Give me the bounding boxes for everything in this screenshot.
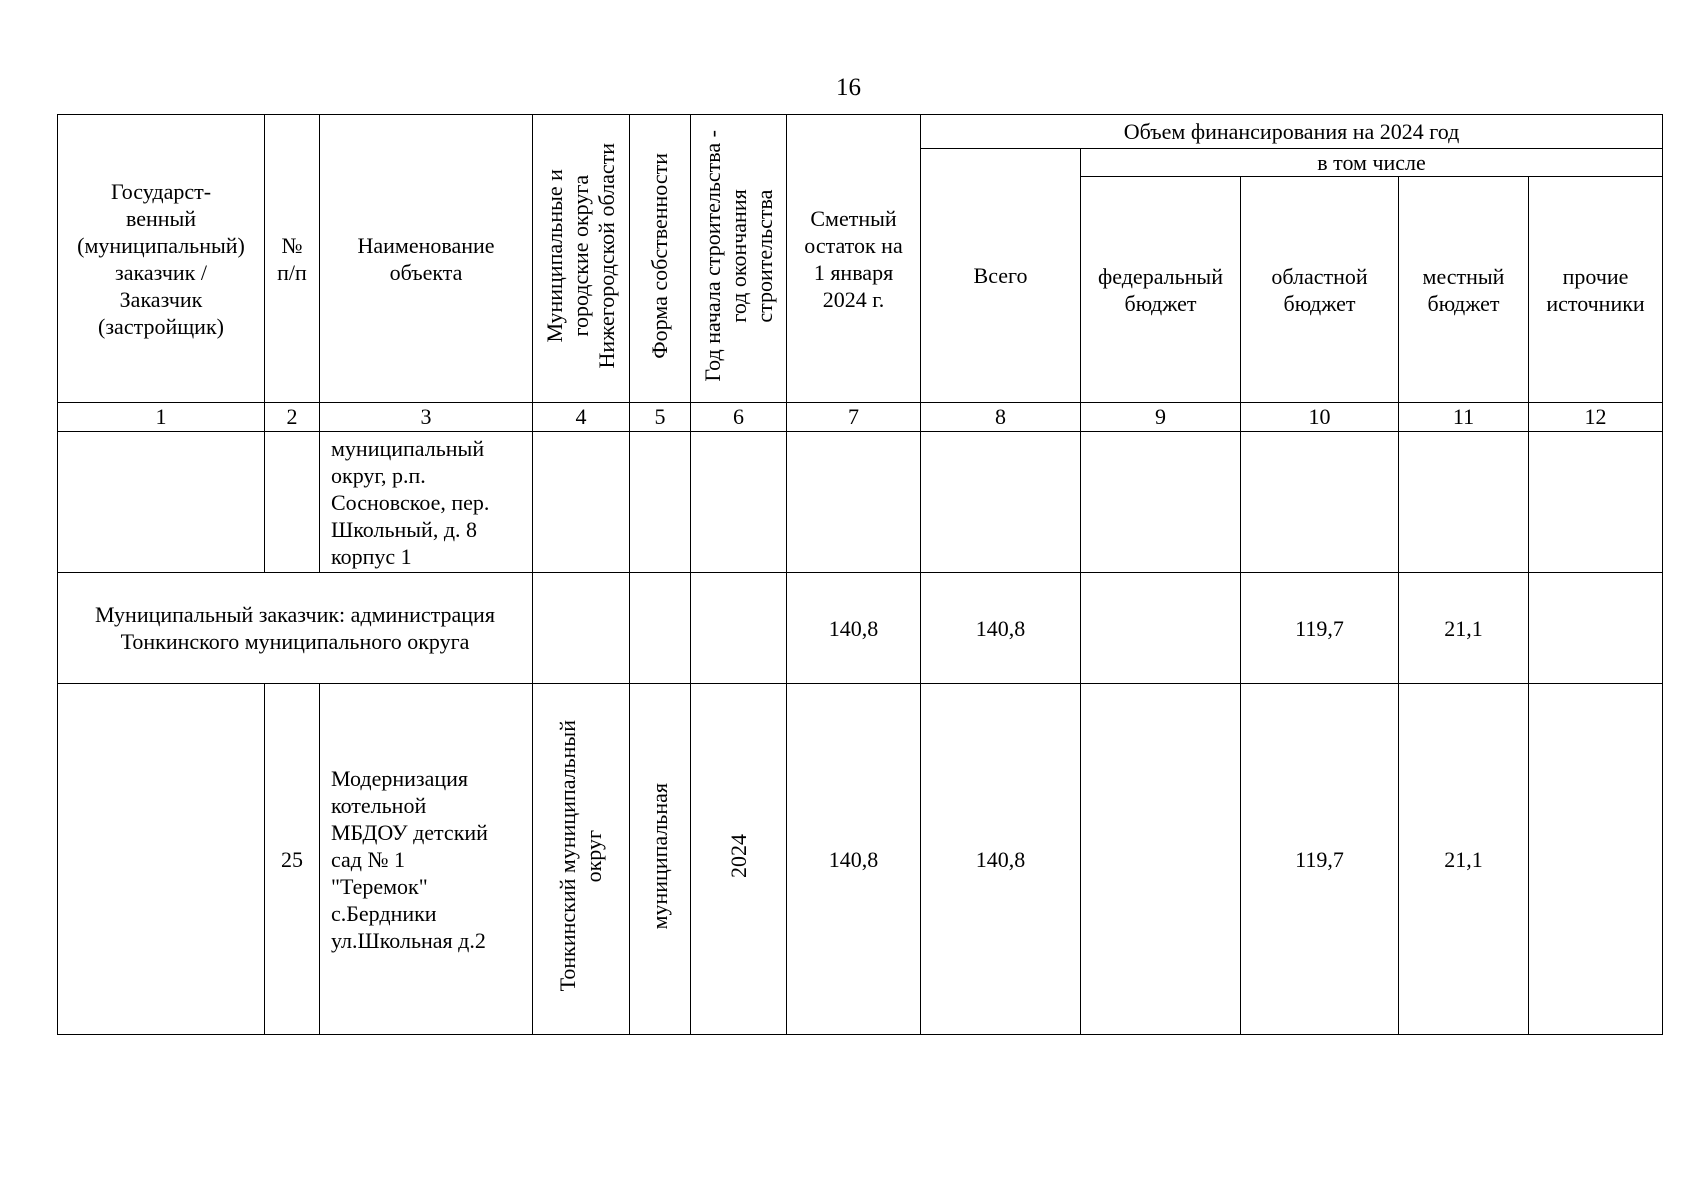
column-number: 7	[787, 403, 921, 432]
column-number: 11	[1399, 403, 1529, 432]
header-years-text: Год начала строительства - год окончания строительства	[699, 129, 777, 382]
column-number: 9	[1081, 403, 1241, 432]
continuation-object-name: муниципальный округ, р.п. Сосновское, пер. Школьный, д. 8 корпус 1	[320, 432, 533, 573]
column-number: 12	[1529, 403, 1663, 432]
cell-empty	[921, 432, 1081, 573]
cell-empty	[1529, 432, 1663, 573]
customer-group-total: 140,8	[921, 573, 1081, 684]
column-number: 5	[630, 403, 691, 432]
cell-empty	[1081, 432, 1241, 573]
continuation-row	[58, 432, 1663, 573]
header-funding-volume: Объем финансирования на 2024 год	[921, 115, 1663, 149]
object-local: 21,1	[1399, 684, 1529, 1035]
customer-group-regional: 119,7	[1241, 573, 1399, 684]
cell-empty	[691, 573, 787, 684]
header-local: местный бюджет	[1399, 177, 1529, 403]
header-ownership-text: Форма собственности	[647, 152, 672, 359]
object-number: 25	[265, 684, 320, 1035]
object-other	[1529, 684, 1663, 1035]
column-number: 8	[921, 403, 1081, 432]
header-federal: федеральный бюджет	[1081, 177, 1241, 403]
object-row	[58, 684, 1663, 1035]
object-total: 140,8	[921, 684, 1081, 1035]
object-ownership-text: муниципальная	[647, 782, 672, 930]
customer-group-name: Муниципальный заказчик: администрация Тонкинского муниципального округа	[58, 573, 533, 684]
object-name: Модернизация котельной МБДОУ детский сад № 1 "Теремок" с.Бердники ул.Школьная д.2	[320, 684, 533, 1035]
cell-empty	[787, 432, 921, 573]
header-number: № п/п	[265, 115, 320, 403]
object-municipality	[533, 684, 630, 1035]
header-ownership	[630, 115, 691, 403]
cell-empty	[58, 684, 265, 1035]
page-number: 16	[836, 74, 861, 101]
header-estimated-balance: Сметный остаток на 1 января 2024 г.	[787, 115, 921, 403]
cell-empty	[58, 432, 265, 573]
column-numbers-row	[58, 403, 1663, 432]
column-number: 10	[1241, 403, 1399, 432]
customer-group-estimated-balance: 140,8	[787, 573, 921, 684]
cell-empty	[265, 432, 320, 573]
column-number: 2	[265, 403, 320, 432]
header-years	[691, 115, 787, 403]
customer-group-local: 21,1	[1399, 573, 1529, 684]
header-including: в том числе	[1081, 149, 1663, 177]
header-object-name: Наименование объекта	[320, 115, 533, 403]
cell-empty	[533, 432, 630, 573]
cell-empty	[691, 432, 787, 573]
cell-empty	[630, 573, 691, 684]
customer-group-other	[1529, 573, 1663, 684]
object-years-text: 2024	[725, 834, 751, 878]
customer-group-federal	[1081, 573, 1241, 684]
cell-empty	[630, 432, 691, 573]
object-estimated-balance: 140,8	[787, 684, 921, 1035]
column-number: 4	[533, 403, 630, 432]
column-number: 1	[58, 403, 265, 432]
header-municipality-text: Муниципальные и городские округа Нижегородской области	[542, 142, 619, 369]
header-customer: Государст- венный (муниципальный) заказчик / Заказчик (застройщик)	[58, 115, 265, 403]
cell-empty	[1241, 432, 1399, 573]
header-row-1	[58, 115, 1663, 149]
header-regional: областной бюджет	[1241, 177, 1399, 403]
object-years	[691, 684, 787, 1035]
column-number: 6	[691, 403, 787, 432]
object-municipality-text: Тонкинский муниципальный округ	[555, 720, 606, 992]
customer-group-row	[58, 573, 1663, 684]
cell-empty	[1399, 432, 1529, 573]
financing-table	[57, 114, 1663, 1035]
header-municipality	[533, 115, 630, 403]
header-total: Всего	[921, 149, 1081, 403]
column-number: 3	[320, 403, 533, 432]
object-regional: 119,7	[1241, 684, 1399, 1035]
header-other: прочие источники	[1529, 177, 1663, 403]
cell-empty	[533, 573, 630, 684]
object-federal	[1081, 684, 1241, 1035]
object-ownership	[630, 684, 691, 1035]
